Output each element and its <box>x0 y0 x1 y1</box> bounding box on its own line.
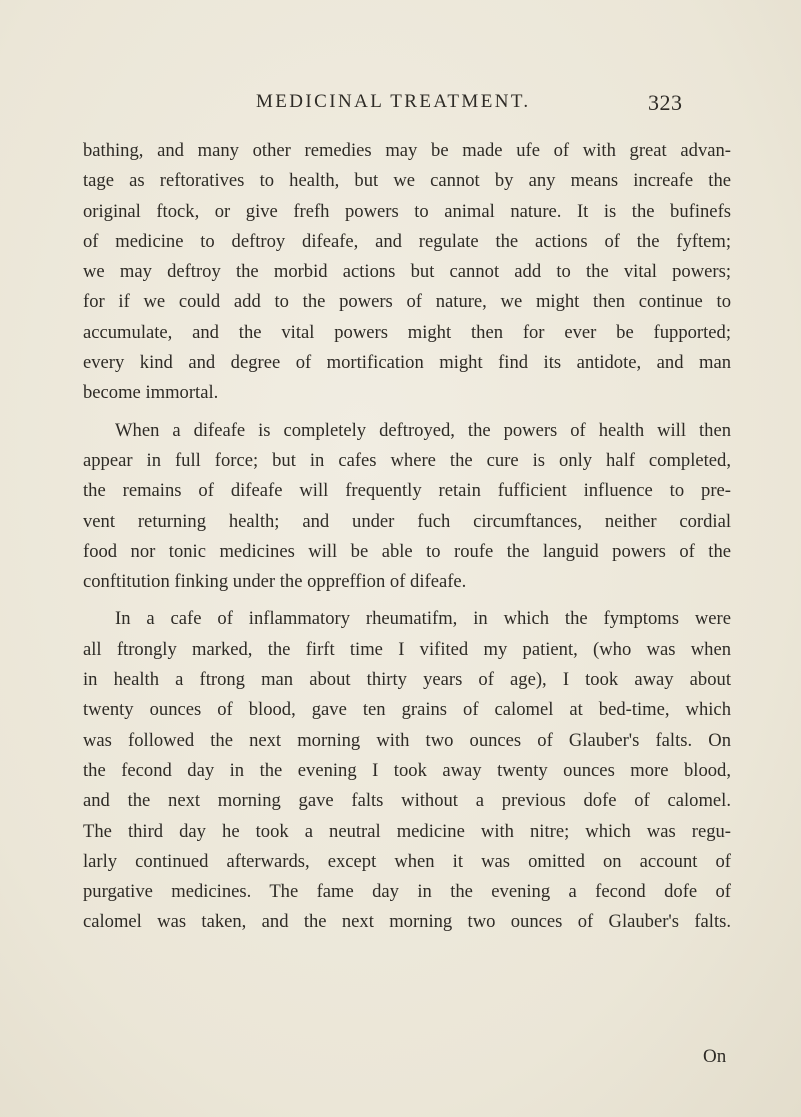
text-line: conftitution finking under the oppreffion of difeafe. <box>83 571 467 593</box>
text-line: larly continued afterwards, except when it was omitted on account of <box>83 850 731 872</box>
text-line: in health a ftrong man about thirty years of age), I took away about <box>83 669 731 691</box>
text-line: food nor tonic medicines will be able to roufe the languid powers of the <box>83 540 731 562</box>
text-line: tage as reftoratives to health, but we cannot by any means increafe the <box>83 170 731 192</box>
paragraph-2 <box>83 416 731 598</box>
text-line: purgative medicines. The fame day in the evening a fecond dofe of <box>83 881 731 903</box>
text-line: When a difeafe is completely deftroyed, the powers of health will then <box>115 419 731 441</box>
text-line: all ftrongly marked, the firft time I vifited my patient, (who was when <box>83 638 731 660</box>
text-line: original ftock, or give frefh powers to animal nature. It is the bufinefs <box>83 200 731 222</box>
text-line: the remains of difeafe will frequently retain fufficient influence to pre- <box>83 480 731 502</box>
text-line: appear in full force; but in cafes where the cure is only half completed, <box>83 449 731 471</box>
text-line: was followed the next morning with two ounces of Glauber's falts. On <box>83 729 731 751</box>
page-header <box>256 91 726 121</box>
text-line: The third day he took a neutral medicine with nitre; which was regu- <box>83 820 731 842</box>
page-number: 323 <box>648 90 683 115</box>
catchword: On <box>703 1046 727 1067</box>
text-line: accumulate, and the vital powers might then for ever be fupported; <box>83 321 731 343</box>
paragraph-1 <box>83 136 731 409</box>
text-line: vent returning health; and under fuch circumftances, neither cordial <box>83 510 731 532</box>
text-line: calomel was taken, and the next morning two ounces of Glauber's falts. <box>83 911 731 933</box>
text-line: twenty ounces of blood, gave ten grains of calomel at bed-time, which <box>83 699 731 721</box>
text-line: bathing, and many other remedies may be made ufe of with great advan- <box>83 140 731 161</box>
text-line: In a cafe of inflammatory rheumatifm, in which the fymptoms were <box>115 608 731 630</box>
text-line: of medicine to deftroy difeafe, and regulate the actions of the fyftem; <box>83 230 731 252</box>
text-line: become immortal. <box>83 382 219 404</box>
text-line: and the next morning gave falts without a previous dofe of calomel. <box>83 790 731 812</box>
text-line: every kind and degree of mortification might find its antidote, and man <box>83 352 731 374</box>
text-line: for if we could add to the powers of nature, we might then continue to <box>83 291 731 313</box>
body-text <box>83 136 731 938</box>
running-title: MEDICINAL TREATMENT. <box>256 91 531 112</box>
text-line: we may deftroy the morbid actions but cannot add to the vital powers; <box>83 261 731 283</box>
paragraph-3 <box>83 604 731 937</box>
text-line: the fecond day in the evening I took away twenty ounces more blood, <box>83 759 731 781</box>
